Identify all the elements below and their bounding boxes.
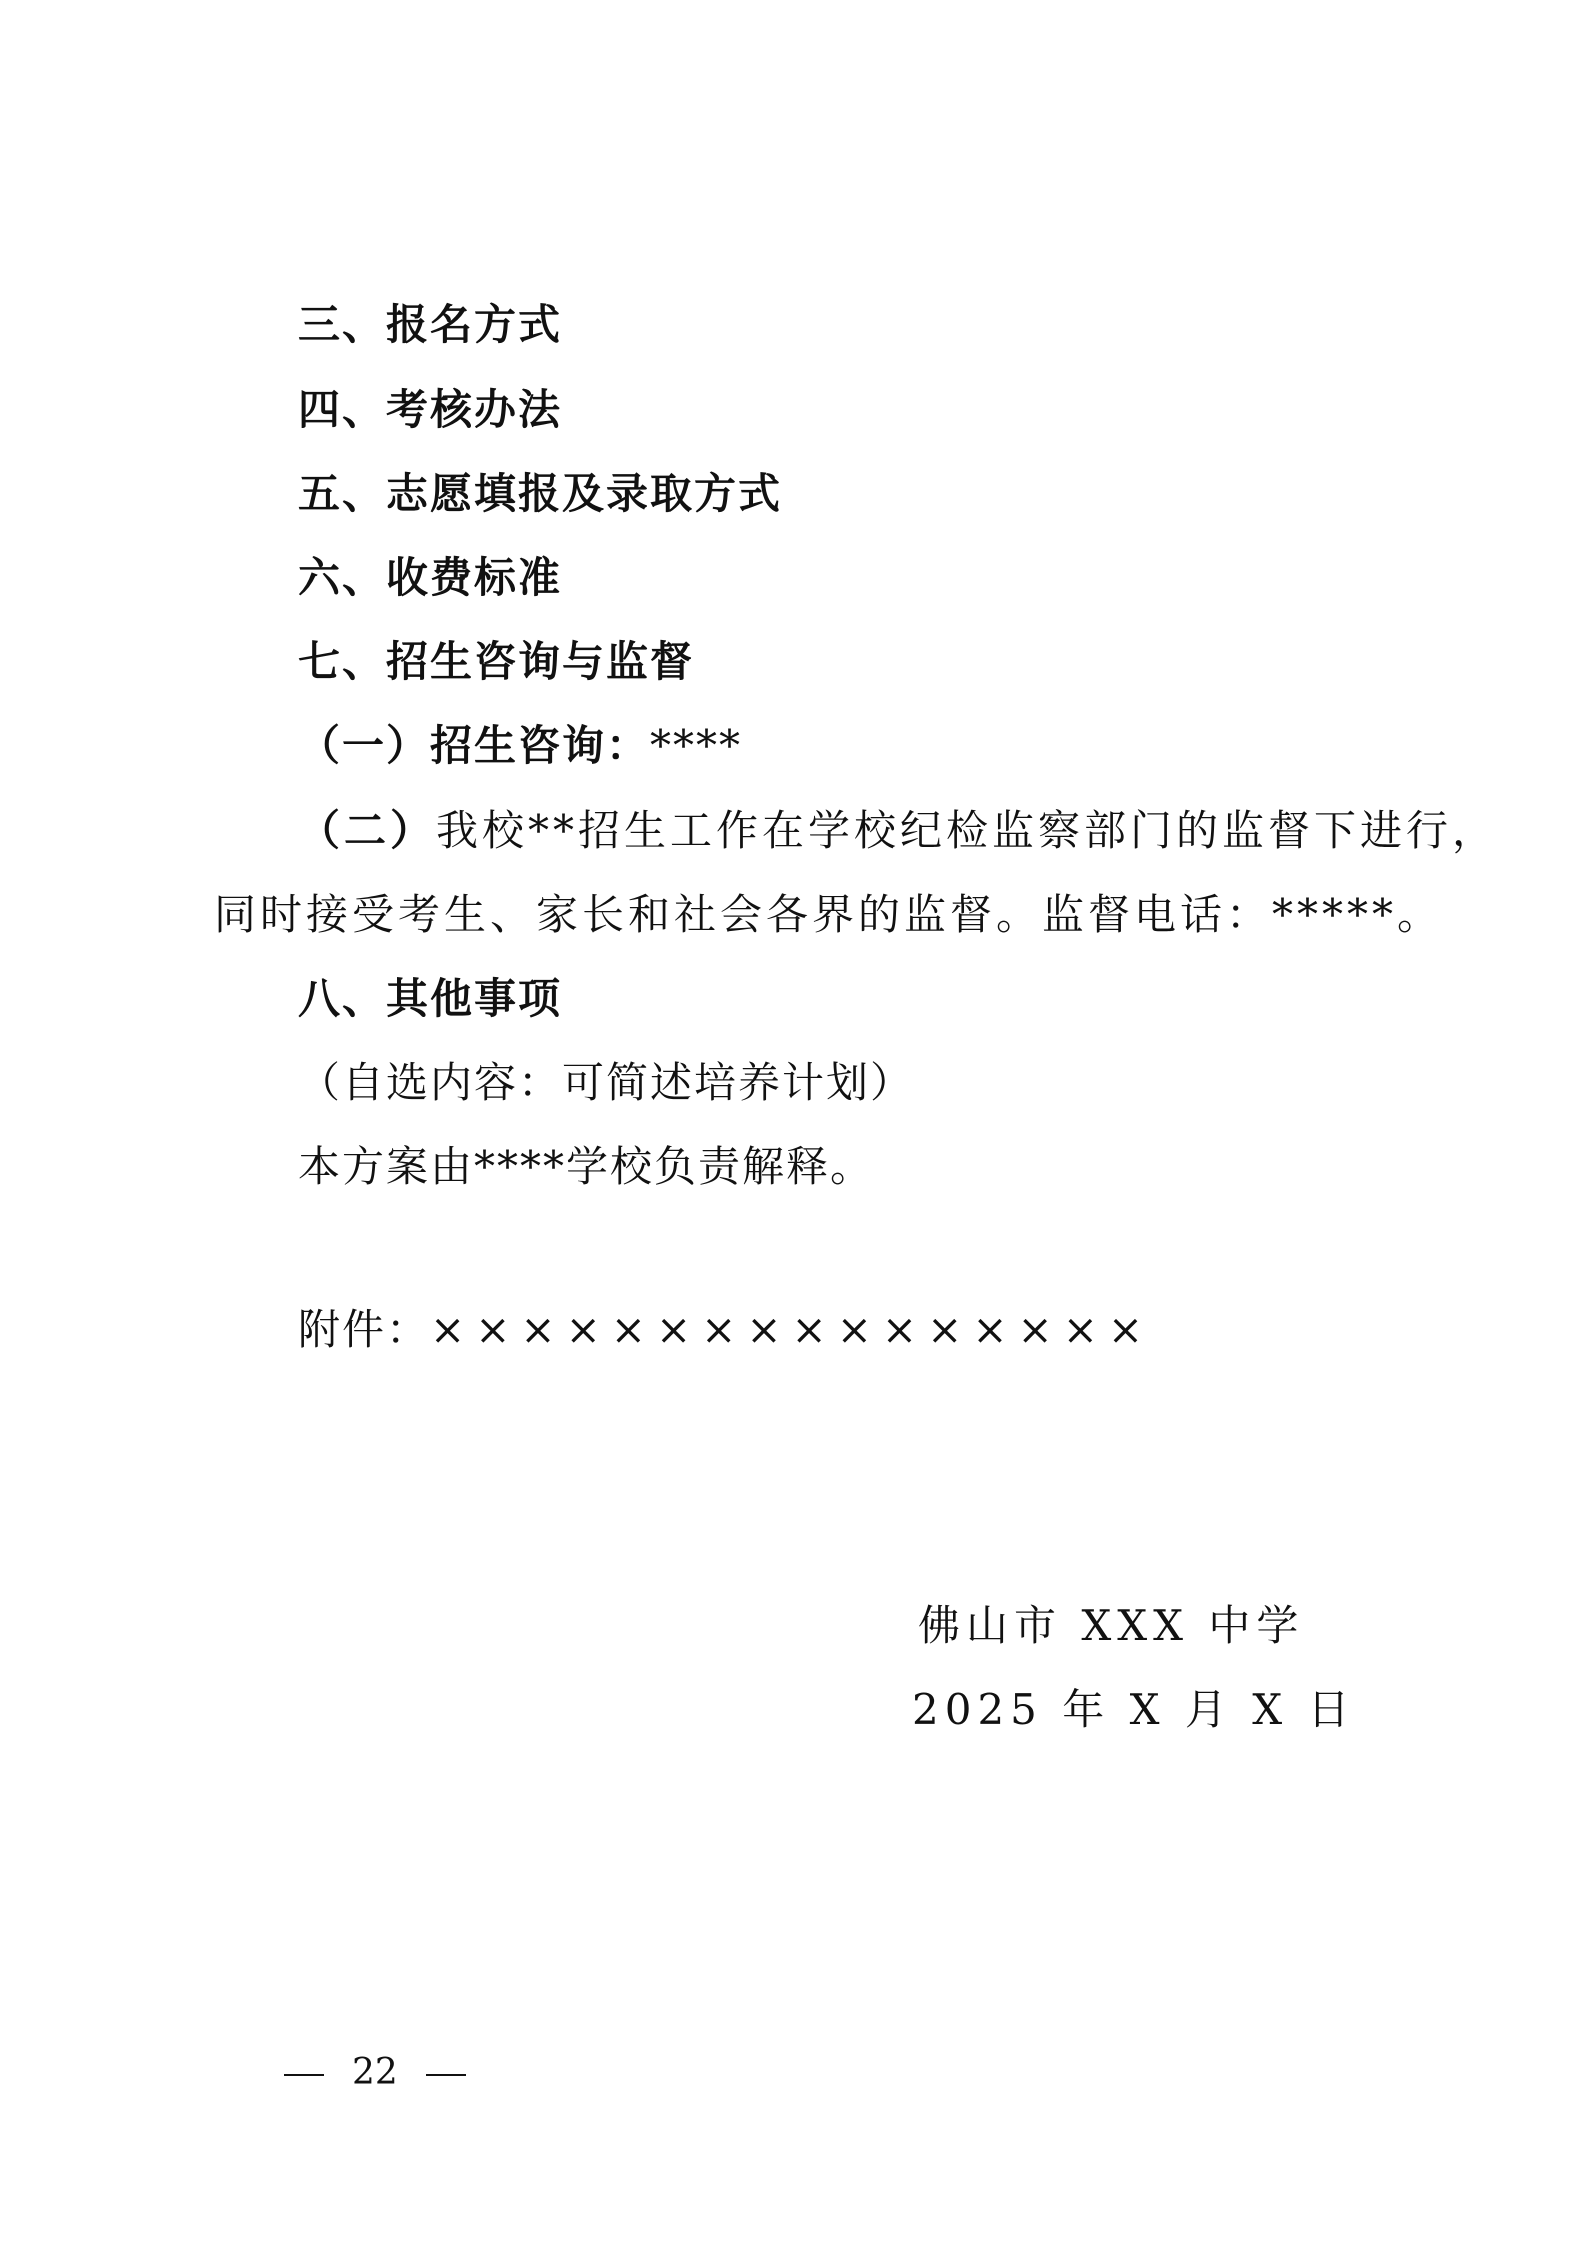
section-5-heading: 五、志愿填报及录取方式	[298, 469, 783, 518]
attachment-label: 附件：	[298, 1305, 431, 1354]
section-7-heading: 七、招生咨询与监督	[298, 637, 695, 686]
attachment-line	[298, 1302, 1153, 1358]
supervision-paragraph-line-1	[298, 803, 1498, 859]
consult-label: （一）招生咨询：	[298, 721, 651, 770]
consult-paragraph	[298, 718, 742, 774]
section-4-heading: 四、考核办法	[298, 385, 563, 434]
attachment-value: ××××××××××××××××	[430, 1305, 1154, 1354]
page-number-value: 22	[352, 2052, 398, 2093]
supervision-text-1: 我校**招生工作在学校纪检监察部门的监督下进行，	[436, 806, 1499, 855]
section-6-heading: 六、收费标准	[298, 553, 563, 602]
page-number	[256, 2045, 494, 2101]
interpretation-statement: 本方案由****学校负责解释。	[298, 1142, 875, 1191]
supervision-label: （二）	[298, 806, 437, 855]
page-number-dash-left	[284, 2074, 324, 2076]
section-3-heading: 三、报名方式	[298, 300, 563, 349]
consult-value: ****	[650, 721, 743, 770]
page-number-dash-right	[426, 2074, 466, 2076]
optional-note: （自选内容：可简述培养计划）	[298, 1058, 915, 1107]
signature-school: 佛山市 XXX 中学	[918, 1601, 1305, 1650]
signature-date: 2025 年 X 月 X 日	[912, 1685, 1356, 1734]
section-8-heading: 八、其他事项	[298, 974, 563, 1023]
supervision-paragraph-line-2: 同时接受考生、家长和社会各界的监督。监督电话：*****。	[214, 890, 1444, 939]
